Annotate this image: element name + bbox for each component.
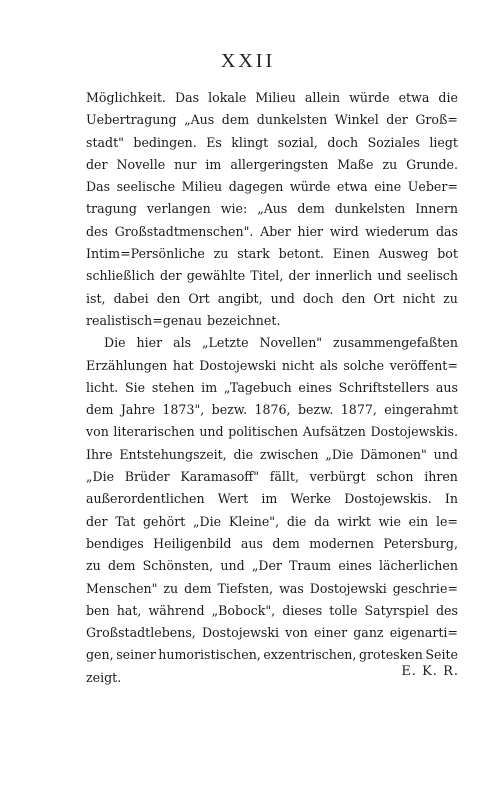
text-line: Möglichkeit. Das lokale Milieu allein würde etwa die	[86, 90, 458, 105]
text-line: außerordentlichen Wert im Werke Dostojewskis. In	[86, 491, 458, 507]
text-line: von literarischen und politischen Aufsätzen Dostojewskis.	[86, 424, 458, 440]
text-line: Die hier als „Letzte Novellen" zusammengefaßten	[104, 335, 458, 351]
text-line: tragung verlangen wie: „Aus dem dunkelsten Innern	[86, 201, 458, 217]
text-line: schließlich der gewählte Titel, der innerlich und seelisch	[86, 268, 458, 284]
text-line: Großstadtlebens, Dostojewski von einer ganz eigenarti=	[86, 625, 458, 641]
text-line: der Novelle nur im allergeringsten Maße zu Grunde.	[86, 156, 458, 172]
text-line: ist, dabei den Ort angibt, und doch den Ort nicht zu	[86, 290, 458, 306]
text-line: stadt" bedingen. Es klingt sozial, doch Soziales liegt	[86, 134, 458, 150]
text-line: Menschen" zu dem Tiefsten, was Dostojewski geschrie=	[86, 580, 458, 596]
paragraph	[86, 332, 458, 689]
text-line: Ihre Entstehungszeit, die zwischen „Die Dämonen" und	[86, 446, 458, 462]
text-line: bendiges Heiligenbild aus dem modernen Petersburg,	[86, 535, 458, 551]
text-line: dem Jahre 1873", bezw. 1876, bezw. 1877, eingerahmt	[86, 402, 458, 418]
text-line: „Die Brüder Karamasoff" fällt, verbürgt schon ihren	[86, 469, 458, 485]
text-line: Intim=Persönliche zu stark betont. Einen Ausweg bot	[86, 246, 458, 262]
text-line: gen, seiner humoristischen, exzentrischen, grotesken Seite	[86, 647, 458, 663]
text-line: ben hat, während „Bobock", dieses tolle Satyrspiel des	[86, 602, 458, 618]
text-line: Erzählungen hat Dostojewski nicht als solche veröffent=	[86, 357, 458, 373]
page-number: XXII	[220, 50, 276, 72]
text-line: zu dem Schönsten, und „Der Traum eines lächerlichen	[86, 558, 458, 574]
text-line: Das seelische Milieu dagegen würde etwa eine Ueber=	[86, 179, 458, 195]
text-line: des Großstadtmenschen". Aber hier wird wiederum das	[86, 223, 458, 239]
text-line: zeigt.	[86, 669, 122, 685]
text-line: Uebertragung „Aus dem dunkelsten Winkel der Groß=	[86, 112, 458, 128]
text-line: der Tat gehört „Die Kleine", die da wirkt wie ein le=	[86, 513, 458, 529]
paragraph	[86, 87, 458, 332]
body-text	[86, 87, 458, 689]
text-line: licht. Sie stehen im „Tagebuch eines Schriftstellers aus	[86, 379, 458, 395]
author-initials: E. K. R.	[401, 664, 459, 679]
text-line: realistisch=genau bezeichnet.	[86, 312, 281, 328]
